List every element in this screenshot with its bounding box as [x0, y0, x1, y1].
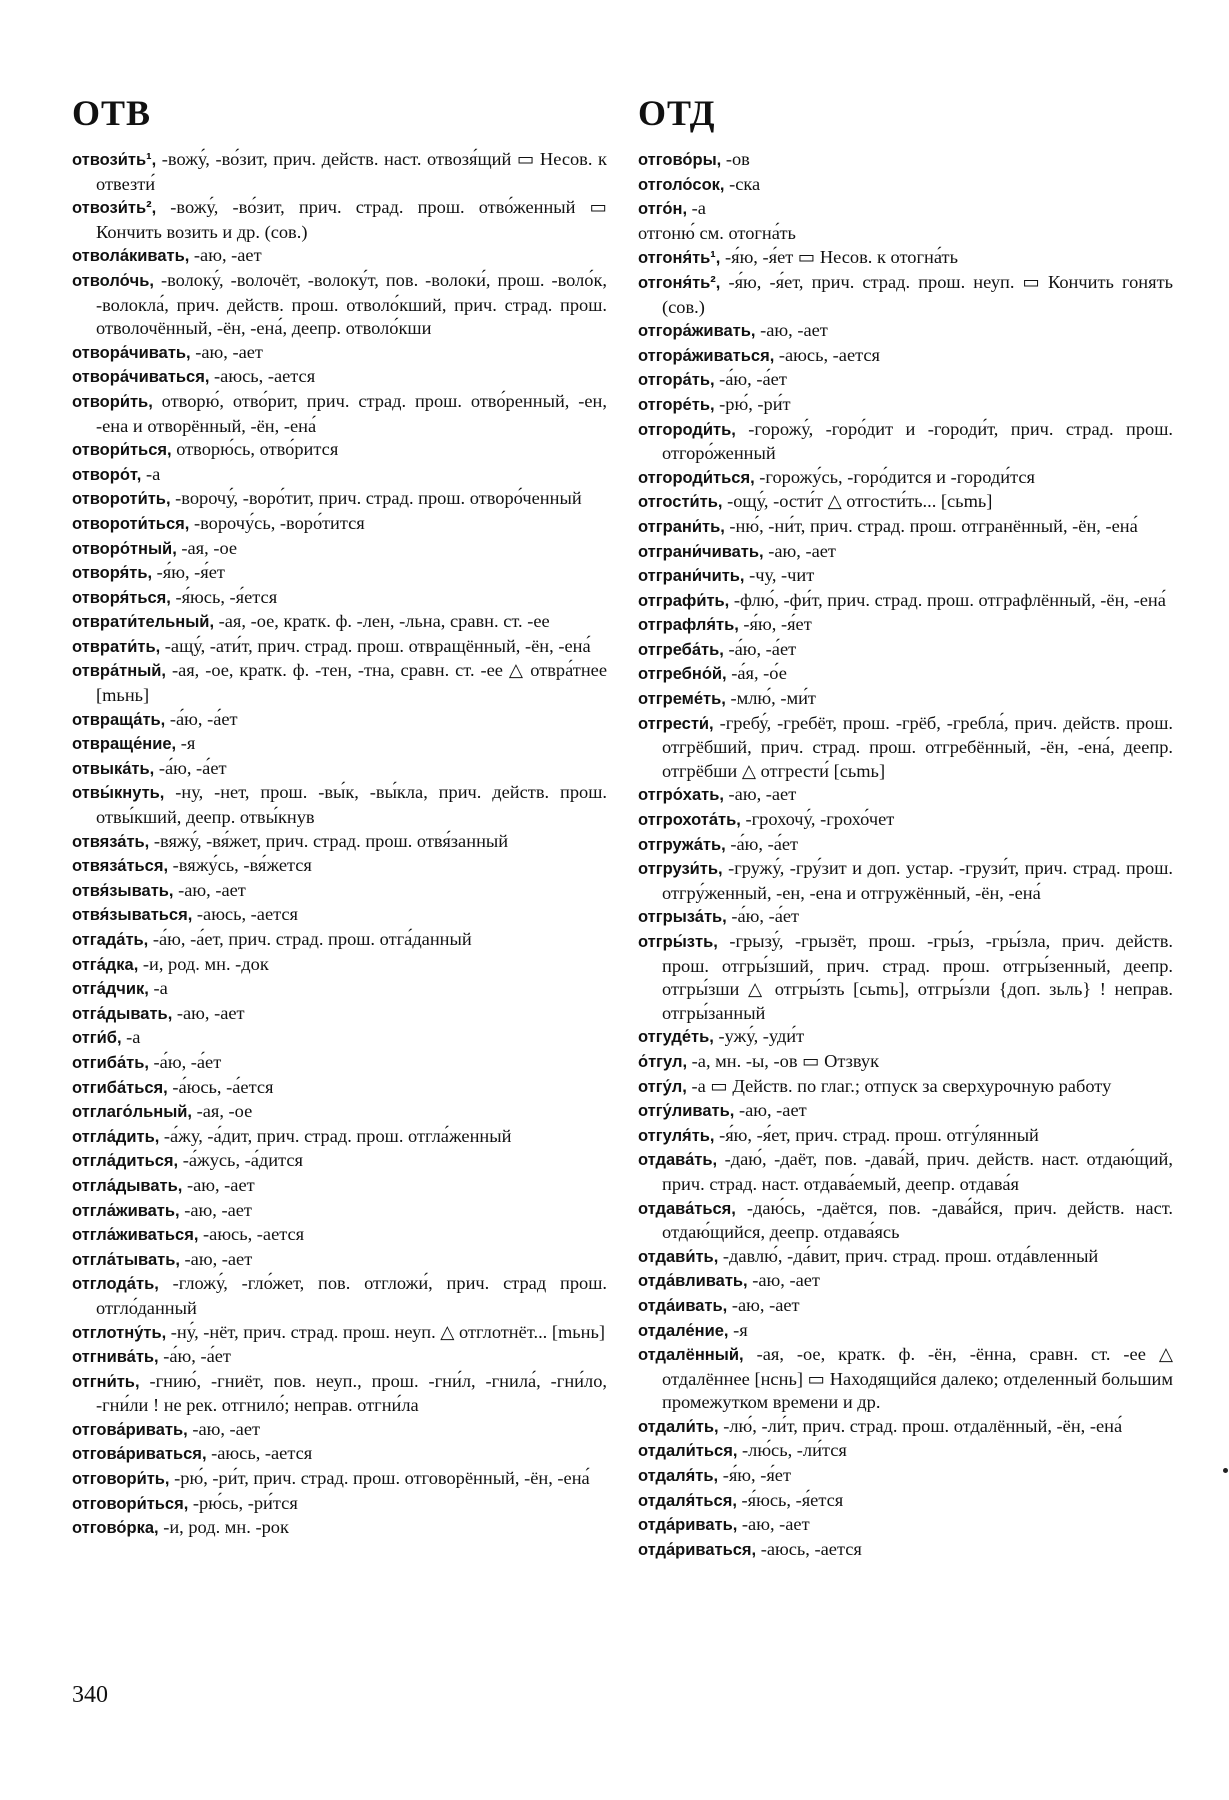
entry-headword: отгрыза́ть,: [638, 908, 727, 927]
entry-definition: -и, род. мн. -рок: [158, 1517, 289, 1538]
entry-definition: -и, род. мн. -док: [138, 953, 269, 974]
dictionary-entry: [638, 490, 1173, 515]
entry-definition: -аю, -ает: [179, 1248, 253, 1269]
entry-definition: -аюсь, -ается: [206, 1443, 313, 1464]
entry-definition: -ну́, -нёт, прич. страд. прош. неуп. △ отглотнёт... [mьнь]: [166, 1321, 606, 1342]
entry-headword: отгла́живаться,: [72, 1226, 199, 1245]
entry-headword: отгрохота́ть,: [638, 811, 741, 830]
entry-headword: отдава́ться,: [638, 1199, 736, 1218]
entry-definition: -ая, -ое, кратк. ф. -ён, -ённа, сравн. ст. -ее △ отдалённее [нснь] ▭ Находящийся далеко; отделенный большим промежутком времени и др.: [662, 1344, 1173, 1413]
dictionary-entry: [638, 1439, 1173, 1464]
entry-headword: отговори́ться,: [72, 1494, 189, 1513]
left-guide-word: ОТВ: [72, 93, 152, 133]
entry-headword: отга́дка,: [72, 955, 139, 974]
entry-headword: отгла́тывать,: [72, 1250, 180, 1269]
entry-definition: -ащу́, -ати́т, прич. страд. прош. отвращённый, -ён, -ена́: [160, 635, 591, 656]
entry-headword: отвори́ться,: [72, 441, 172, 460]
entry-headword: отвороти́ть,: [72, 490, 171, 509]
page-number: 340: [72, 1682, 108, 1708]
entry-headword: отграни́ть,: [638, 517, 725, 536]
entry-headword: отглотну́ть,: [72, 1323, 167, 1342]
entry-definition: -ая, -ое, кратк. ф. -лен, -льна, сравн. ст. -ее: [214, 611, 550, 632]
dictionary-entry: [72, 196, 607, 244]
entry-headword: отга́дчик,: [72, 980, 149, 999]
dictionary-entry: [72, 781, 607, 829]
entry-headword: отгиба́ть,: [72, 1053, 149, 1072]
entry-headword: отгуля́ть,: [638, 1126, 715, 1145]
entry-headword: отгла́живать,: [72, 1201, 180, 1220]
entry-headword: отворо́т,: [72, 465, 142, 484]
entry-headword: отдави́ть,: [638, 1247, 719, 1266]
entry-headword: отвра́тный,: [72, 662, 167, 681]
entry-definition: -а: [148, 978, 168, 999]
dictionary-entry: [638, 246, 1173, 271]
entry-headword: отдали́ть,: [638, 1417, 719, 1436]
entry-definition: -вяжу́, -вя́жет, прич. страд. прош. отвя́занный: [149, 830, 509, 851]
dictionary-entry: [72, 487, 607, 512]
entry-headword: отвраща́ть,: [72, 710, 166, 729]
dictionary-entry: [72, 1199, 607, 1224]
entry-headword: отгора́живать,: [638, 322, 756, 341]
entry-definition: -я: [176, 733, 196, 754]
entry-headword: отворя́ть,: [72, 564, 153, 583]
entry-headword: отвяза́ться,: [72, 857, 169, 876]
dictionary-entry: [72, 854, 607, 879]
entry-definition: -а: [121, 1027, 141, 1048]
entry-headword: отгово́рка,: [72, 1519, 159, 1538]
dictionary-entry: [72, 830, 607, 855]
entry-definition: -гложу́, -гло́жет, пов. отгложи́, прич. страд прош. отгло́данный: [96, 1273, 607, 1318]
entry-definition: -а́ю, -а́ет: [714, 369, 787, 390]
dictionary-entry: [638, 1269, 1173, 1294]
entry-headword: отдали́ться,: [638, 1442, 738, 1461]
entry-headword: отгоня́ть¹,: [638, 249, 721, 268]
entry-headword: отвороти́ться,: [72, 514, 190, 533]
entry-headword: отвраще́ние,: [72, 735, 177, 754]
entry-headword: отдаля́ть,: [638, 1467, 719, 1486]
entry-headword: отга́дывать,: [72, 1004, 173, 1023]
dictionary-entry: [72, 1223, 607, 1248]
entry-headword: отвори́ть,: [72, 392, 153, 411]
entry-headword: отда́ривать,: [638, 1516, 738, 1535]
entry-definition: -грохочу́, -грохо́чет: [740, 809, 895, 830]
entry-definition: -аю, -ает: [723, 784, 797, 805]
entry-definition: -аюсь, -ается: [756, 1538, 862, 1559]
entry-definition: -а́ю, -а́ет: [165, 708, 238, 729]
entry-definition: -а́ю, -а́ет: [725, 833, 799, 854]
dictionary-entry: [638, 1197, 1173, 1245]
entry-headword: отвыка́ть,: [72, 759, 155, 778]
dictionary-entry: [638, 466, 1173, 491]
entry-headword: о́тгул,: [638, 1052, 688, 1071]
dictionary-entry: [72, 659, 607, 707]
entry-definition: -аю, -ает: [727, 1294, 800, 1315]
dictionary-entry: [638, 418, 1173, 466]
dictionary-entry: [72, 977, 607, 1002]
entry-headword: отгрести́,: [638, 714, 714, 733]
entry-definition: -аю, -ает: [737, 1514, 810, 1535]
dictionary-entry: [638, 173, 1173, 198]
entry-headword: отгора́живаться,: [638, 346, 775, 365]
entry-definition: -я́ю, -я́ет: [718, 1465, 792, 1486]
entry-definition: -а: [141, 463, 161, 484]
entry-definition: -а́жу, -а́дит, прич. страд. прош. отгла́женный: [159, 1125, 512, 1146]
dictionary-entry: [638, 222, 1173, 247]
entry-headword: отгово́ры,: [638, 151, 722, 169]
dictionary-entry: [638, 808, 1173, 833]
entry-definition: -я́ю, -я́ет, прич. страд. прош. отгу́лянный: [714, 1124, 1039, 1145]
entry-definition: -ска: [724, 173, 761, 194]
dictionary-entry: [72, 928, 607, 953]
left-column: [72, 148, 607, 1541]
entry-definition: -ая, -ое: [176, 537, 238, 558]
dictionary-entry: [72, 148, 607, 196]
dictionary-entry: [72, 610, 607, 635]
dictionary-entry: [638, 1124, 1173, 1149]
entry-headword: отграни́чить,: [638, 567, 745, 586]
entry-headword: отграни́чивать,: [638, 542, 764, 561]
entry-headword: отгро́хать,: [638, 786, 724, 805]
entry-definition: -а́ю, -а́ет, прич. страд. прош. отга́данный: [148, 929, 472, 949]
dictionary-entry: [72, 1492, 607, 1517]
entry-definition: -гнию́, -гниёт, пов. неуп., прош. -гни́л, -гнила́, -гни́ло, -гни́ли ! не рек. отгнило́; неправ. отгни́ла: [96, 1370, 607, 1416]
entry-headword: отгова́риваться,: [72, 1445, 207, 1464]
dictionary-entry: [72, 586, 607, 611]
dictionary-entry: [72, 1467, 607, 1492]
dictionary-entry: [638, 1075, 1173, 1100]
dictionary-entry: [72, 1149, 607, 1174]
entry-definition: -а́юсь, -а́ется: [167, 1076, 274, 1097]
entry-headword: отворо́тный,: [72, 539, 177, 558]
entry-definition: -аю, -ает: [747, 1270, 820, 1291]
entry-headword: отвола́кивать,: [72, 247, 190, 266]
dictionary-entry: [638, 783, 1173, 808]
dictionary-entry: [638, 1464, 1173, 1489]
dictionary-entry: [638, 1343, 1173, 1415]
entry-definition: -а́ю, -а́ет: [723, 638, 797, 659]
entry-headword: отглаго́льный,: [72, 1103, 193, 1122]
entry-definition: -аюсь, -ается: [198, 1224, 305, 1245]
entry-definition: отворю́сь, отво́рится: [171, 439, 339, 460]
dictionary-entry: [72, 1418, 607, 1443]
entry-definition: -грызу́, -грызёт, прош. -гры́з, -гры́зла, прич. действ. прош. отгры́зший, прич. страд. прош. отгры́зенный, деепр. отгры́зши △ отгры́зть [cьmь], отгры́зли {доп. зьль} ! неправ. отгры́занный: [662, 931, 1173, 1023]
entry-definition: -а: [687, 198, 706, 219]
dictionary-entry: [72, 1248, 607, 1273]
entry-headword: отвози́ть²,: [72, 199, 157, 218]
entry-headword: отгрузи́ть,: [638, 860, 723, 879]
dictionary-entry: [638, 857, 1173, 905]
entry-definition: отгоню́ см. отогна́ть: [638, 222, 796, 243]
dictionary-entry: [72, 512, 607, 537]
dictionary-entry: [638, 344, 1173, 369]
dictionary-entry: [638, 564, 1173, 589]
entry-headword: отгу́ливать,: [638, 1102, 735, 1121]
entry-headword: отгла́диться,: [72, 1152, 179, 1171]
entry-definition: -ов: [721, 149, 750, 169]
entry-definition: -рю́сь, -ри́тся: [188, 1492, 298, 1513]
dictionary-entry: [72, 463, 607, 488]
entry-headword: отгры́зть,: [638, 933, 718, 951]
entry-definition: -аю, -ает: [179, 1199, 252, 1220]
entry-headword: отволо́чь,: [72, 271, 154, 290]
dictionary-entry: [638, 1415, 1173, 1440]
dictionary-entry: [638, 1513, 1173, 1538]
entry-definition: -аюсь, -ается: [209, 366, 316, 387]
entry-definition: -рю́, -ри́т, прич. страд. прош. отговорённый, -ён, -ена́: [169, 1468, 590, 1489]
entry-definition: -аюсь, -ается: [192, 904, 299, 925]
dictionary-entry: [638, 1489, 1173, 1514]
entry-definition: -а́ю, -а́ет: [148, 1051, 222, 1072]
dictionary-entry: [72, 708, 607, 733]
dictionary-entry: [72, 757, 607, 782]
entry-headword: отгова́ривать,: [72, 1420, 188, 1439]
dictionary-entry: [72, 561, 607, 586]
entry-definition: -аю, -ает: [763, 540, 836, 561]
entry-headword: отвы́кнуть,: [72, 784, 165, 803]
dictionary-entry: [72, 365, 607, 390]
dictionary-entry: [638, 833, 1173, 858]
dictionary-entry: [72, 1076, 607, 1101]
entry-definition: -аю, -ает: [755, 320, 828, 341]
dictionary-entry: [72, 1272, 607, 1320]
dictionary-entry: [638, 393, 1173, 418]
dictionary-entry: [638, 638, 1173, 663]
entry-headword: отгреба́ть,: [638, 640, 724, 659]
dictionary-entry: [72, 1051, 607, 1076]
dictionary-entry: [638, 589, 1173, 614]
entry-definition: -а́ю, -а́ет: [158, 1346, 231, 1367]
entry-definition: -чу, -чит: [744, 565, 815, 586]
dictionary-entry: [638, 1245, 1173, 1270]
dictionary-entry: [72, 953, 607, 978]
dictionary-entry: [72, 1516, 607, 1541]
dictionary-entry: [72, 1100, 607, 1125]
dictionary-entry: [638, 1099, 1173, 1124]
entry-headword: отврати́тельный,: [72, 613, 215, 632]
entry-headword: отгада́ть,: [72, 931, 149, 949]
entry-headword: отгреме́ть,: [638, 690, 726, 709]
entry-definition: -аю, -ает: [734, 1100, 807, 1121]
entry-headword: отгоня́ть²,: [638, 273, 721, 292]
entry-definition: -ню́, -ни́т, прич. страд. прош. отгранённый, -ён, -ена́: [724, 515, 1138, 536]
dictionary-entry: [638, 319, 1173, 344]
entry-headword: отворя́ться,: [72, 588, 171, 607]
entry-definition: -аю, -ает: [190, 341, 263, 362]
entry-definition: -я́юсь, -я́ется: [170, 586, 278, 607]
entry-definition: -а ▭ Действ. по глаг.; отпуск за сверхурочную работу: [686, 1075, 1112, 1096]
entry-headword: отго́н,: [638, 200, 688, 219]
entry-definition: -гружу́, -гру́зит и доп. устар. -грузи́т, прич. страд. прош. отгру́женный, -ен, -ена и отгружённый, -ён, -ена́: [662, 858, 1173, 903]
entry-definition: -аю, -ает: [173, 879, 246, 900]
entry-headword: отграфи́ть,: [638, 591, 730, 610]
entry-definition: -ну, -нет, прош. -вы́к, -вы́кла, прич. действ. прош. отвы́кший, деепр. отвы́кнув: [96, 782, 607, 828]
dictionary-entry: [638, 1025, 1173, 1050]
dictionary-entry: [72, 732, 607, 757]
dictionary-entry: [72, 903, 607, 928]
dictionary-entry: [638, 687, 1173, 712]
dictionary-entry: [638, 930, 1173, 1025]
entry-headword: отвози́ть¹,: [72, 151, 157, 169]
entry-definition: -я́ю, -я́ет ▭ Несов. к отогна́ть: [720, 247, 958, 268]
entry-definition: -я́ю, -я́ет: [738, 614, 812, 635]
entry-headword: отгнива́ть,: [72, 1348, 159, 1367]
entry-headword: отда́риваться,: [638, 1540, 757, 1559]
dictionary-entry: [638, 515, 1173, 540]
dictionary-entry: [72, 537, 607, 562]
dictionary-entry: [638, 368, 1173, 393]
entry-definition: -ая, -ое: [192, 1101, 253, 1122]
dictionary-entry: [638, 197, 1173, 222]
entry-headword: отголо́сок,: [638, 175, 725, 194]
entry-headword: отдалённый,: [638, 1346, 744, 1365]
entry-headword: отгружа́ть,: [638, 835, 726, 854]
entry-definition: -ужу́, -уди́т: [713, 1026, 805, 1047]
entry-definition: -горожу́, -горо́дит и -городи́т, прич. страд. прош. отгоро́женный: [662, 418, 1173, 464]
dictionary-entry: [72, 1002, 607, 1027]
entry-definition: -гребу́, -гребёт, прош. -грёб, -гребла́, прич. действ. прош. отгрёбший, прич. страд. прош. отгребённый, -ён, -ена́, деепр. отгрёбши △ отгрести́ [cьmь]: [662, 712, 1173, 781]
entry-headword: отвя́зывать,: [72, 881, 174, 900]
dictionary-entry: [638, 712, 1173, 784]
entry-headword: отгора́ть,: [638, 371, 715, 390]
entry-definition: -млю́, -ми́т: [725, 688, 816, 709]
dictionary-entry: [638, 271, 1173, 319]
entry-definition: -вяжу́сь, -вя́жется: [168, 855, 312, 876]
dictionary-entry: [72, 438, 607, 463]
dictionary-entry: [72, 1125, 607, 1150]
entry-headword: отговори́ть,: [72, 1470, 170, 1489]
entry-definition: -рю́, -ри́т: [714, 393, 791, 414]
entry-definition: -я́ю, -я́ет: [152, 562, 225, 583]
entry-definition: отворю́, отво́рит, прич. страд. прош. отво́ренный, -ен, -ена и отворённый, -ён, -ена́: [96, 390, 607, 436]
dictionary-entry: [72, 390, 607, 438]
entry-headword: отдаля́ться,: [638, 1491, 737, 1510]
dictionary-entry: [72, 1442, 607, 1467]
entry-headword: отда́ивать,: [638, 1296, 728, 1315]
entry-definition: -ворочу́сь, -воро́тится: [189, 512, 365, 533]
right-column: [638, 148, 1173, 1562]
entry-headword: отгни́ть,: [72, 1372, 140, 1391]
entry-headword: отгиба́ться,: [72, 1078, 168, 1097]
entry-definition: -я́ю, -я́ет, прич. страд. прош. неуп. ▭ Кончить гонять (сов.): [662, 271, 1173, 317]
dictionary-entry: [72, 1174, 607, 1199]
entry-definition: -аю, -ает: [182, 1174, 255, 1195]
entry-definition: -флю́, -фи́т, прич. страд. прош. отграфлённый, -ён, -ена́: [729, 589, 1166, 610]
entry-definition: -давлю́, -да́вит, прич. страд. прош. отда́вленный: [718, 1245, 1099, 1266]
dictionary-entry: [638, 1319, 1173, 1344]
dictionary-entry: [72, 1321, 607, 1346]
entry-headword: отгороди́ться,: [638, 468, 755, 487]
entry-definition: -аю, -ает: [172, 1002, 245, 1023]
entry-headword: отвора́чивать,: [72, 343, 191, 362]
right-guide-word: ОТД: [638, 93, 716, 133]
dictionary-entry: [638, 540, 1173, 565]
entry-headword: отгу́л,: [638, 1077, 687, 1096]
entry-definition: -ощу́, -ости́т △ отгости́ть... [cьmь]: [722, 491, 993, 512]
entry-headword: отгоре́ть,: [638, 395, 715, 414]
dictionary-entry: [638, 1148, 1173, 1196]
dictionary-entry: [72, 879, 607, 904]
entry-headword: отгла́дить,: [72, 1127, 160, 1146]
dictionary-entry: [638, 1050, 1173, 1075]
dictionary-entry: [638, 148, 1173, 173]
entry-definition: -ворочу́, -воро́тит, прич. страд. прош. отворо́ченный: [170, 488, 582, 509]
entry-headword: отгла́дывать,: [72, 1176, 183, 1195]
entry-definition: -лю́сь, -ли́тся: [737, 1440, 847, 1461]
entry-headword: отглода́ть,: [72, 1275, 159, 1294]
entry-definition: -лю́, -ли́т, прич. страд. прош. отдалённый, -ён, -ена́: [718, 1415, 1123, 1436]
entry-headword: отгребно́й,: [638, 665, 727, 684]
entry-headword: отвора́чиваться,: [72, 368, 210, 387]
dictionary-entry: [638, 905, 1173, 930]
dictionary-entry: [638, 613, 1173, 638]
entry-definition: -я́юсь, -я́ется: [736, 1489, 844, 1510]
dictionary-entry: [72, 635, 607, 660]
entry-definition: -вожу́, -во́зит, прич. действ. наст. отвозя́щий ▭ Несов. к отвезти́: [96, 149, 607, 194]
entry-definition: -а́жусь, -а́дится: [178, 1150, 304, 1171]
entry-headword: отдава́ть,: [638, 1151, 718, 1170]
entry-definition: -а, мн. -ы, -ов ▭ Отзвук: [687, 1050, 880, 1071]
entry-definition: -я: [728, 1319, 748, 1340]
entry-definition: -вожу́, -во́зит, прич. страд. прош. отво́женный ▭ Кончить возить и др. (сов.): [96, 197, 607, 242]
dictionary-entry: [72, 1026, 607, 1051]
entry-headword: отда́вливать,: [638, 1272, 748, 1291]
entry-headword: отги́б,: [72, 1029, 122, 1048]
entry-definition: -даю́, -даёт, пов. -дава́й, прич. действ. наст. отдаю́щий, прич. страд. наст. отдава́емый, деепр. отдава́я: [662, 1149, 1173, 1194]
dictionary-entry: [72, 1370, 607, 1418]
entry-definition: -аюсь, -ается: [774, 344, 880, 365]
dictionary-entry: [638, 1538, 1173, 1563]
entry-headword: отгости́ть,: [638, 493, 723, 512]
dictionary-entry: [72, 341, 607, 366]
dictionary-entry: [638, 1294, 1173, 1319]
dictionary-entry: [72, 1345, 607, 1370]
entry-definition: -аю, -ает: [189, 245, 262, 266]
entry-headword: отвяза́ть,: [72, 832, 150, 851]
entry-headword: отгуде́ть,: [638, 1028, 714, 1047]
entry-headword: отгороди́ть,: [638, 420, 736, 439]
dictionary-entry: [72, 269, 607, 341]
scan-mark: [1223, 1468, 1228, 1473]
entry-definition: -ая, -ое, кратк. ф. -тен, -тна, сравн. ст. -ее △ отвра́тнее [mьнь]: [96, 660, 607, 706]
entry-headword: отвя́зываться,: [72, 906, 193, 925]
entry-definition: -даю́сь, -даётся, пов. -дава́йся, прич. действ. наст. отдаю́щийся, деепр. отдава́ясь: [662, 1197, 1173, 1243]
entry-definition: -волоку́, -волочёт, -волоку́т, пов. -волоки́, прош. -воло́к, -волокла́, прич. действ. прош. отволо́кший, прич. страд. прош. отволочённый, -ён, -ена́, деепр. отволо́кши: [96, 269, 607, 339]
entry-definition: -а́ю, -а́ет: [154, 757, 227, 778]
entry-headword: отврати́ть,: [72, 637, 161, 656]
entry-definition: -аю, -ает: [187, 1418, 261, 1439]
entry-headword: отграфля́ть,: [638, 616, 739, 635]
entry-headword: отдале́ние,: [638, 1321, 729, 1340]
entry-definition: -а́ю, -а́ет: [726, 906, 800, 927]
entry-definition: -а́я, -о́е: [726, 663, 787, 684]
dictionary-entry: [72, 244, 607, 269]
dictionary-entry: [638, 662, 1173, 687]
entry-definition: -горожу́сь, -горо́дится и -городи́тся: [754, 466, 1035, 487]
